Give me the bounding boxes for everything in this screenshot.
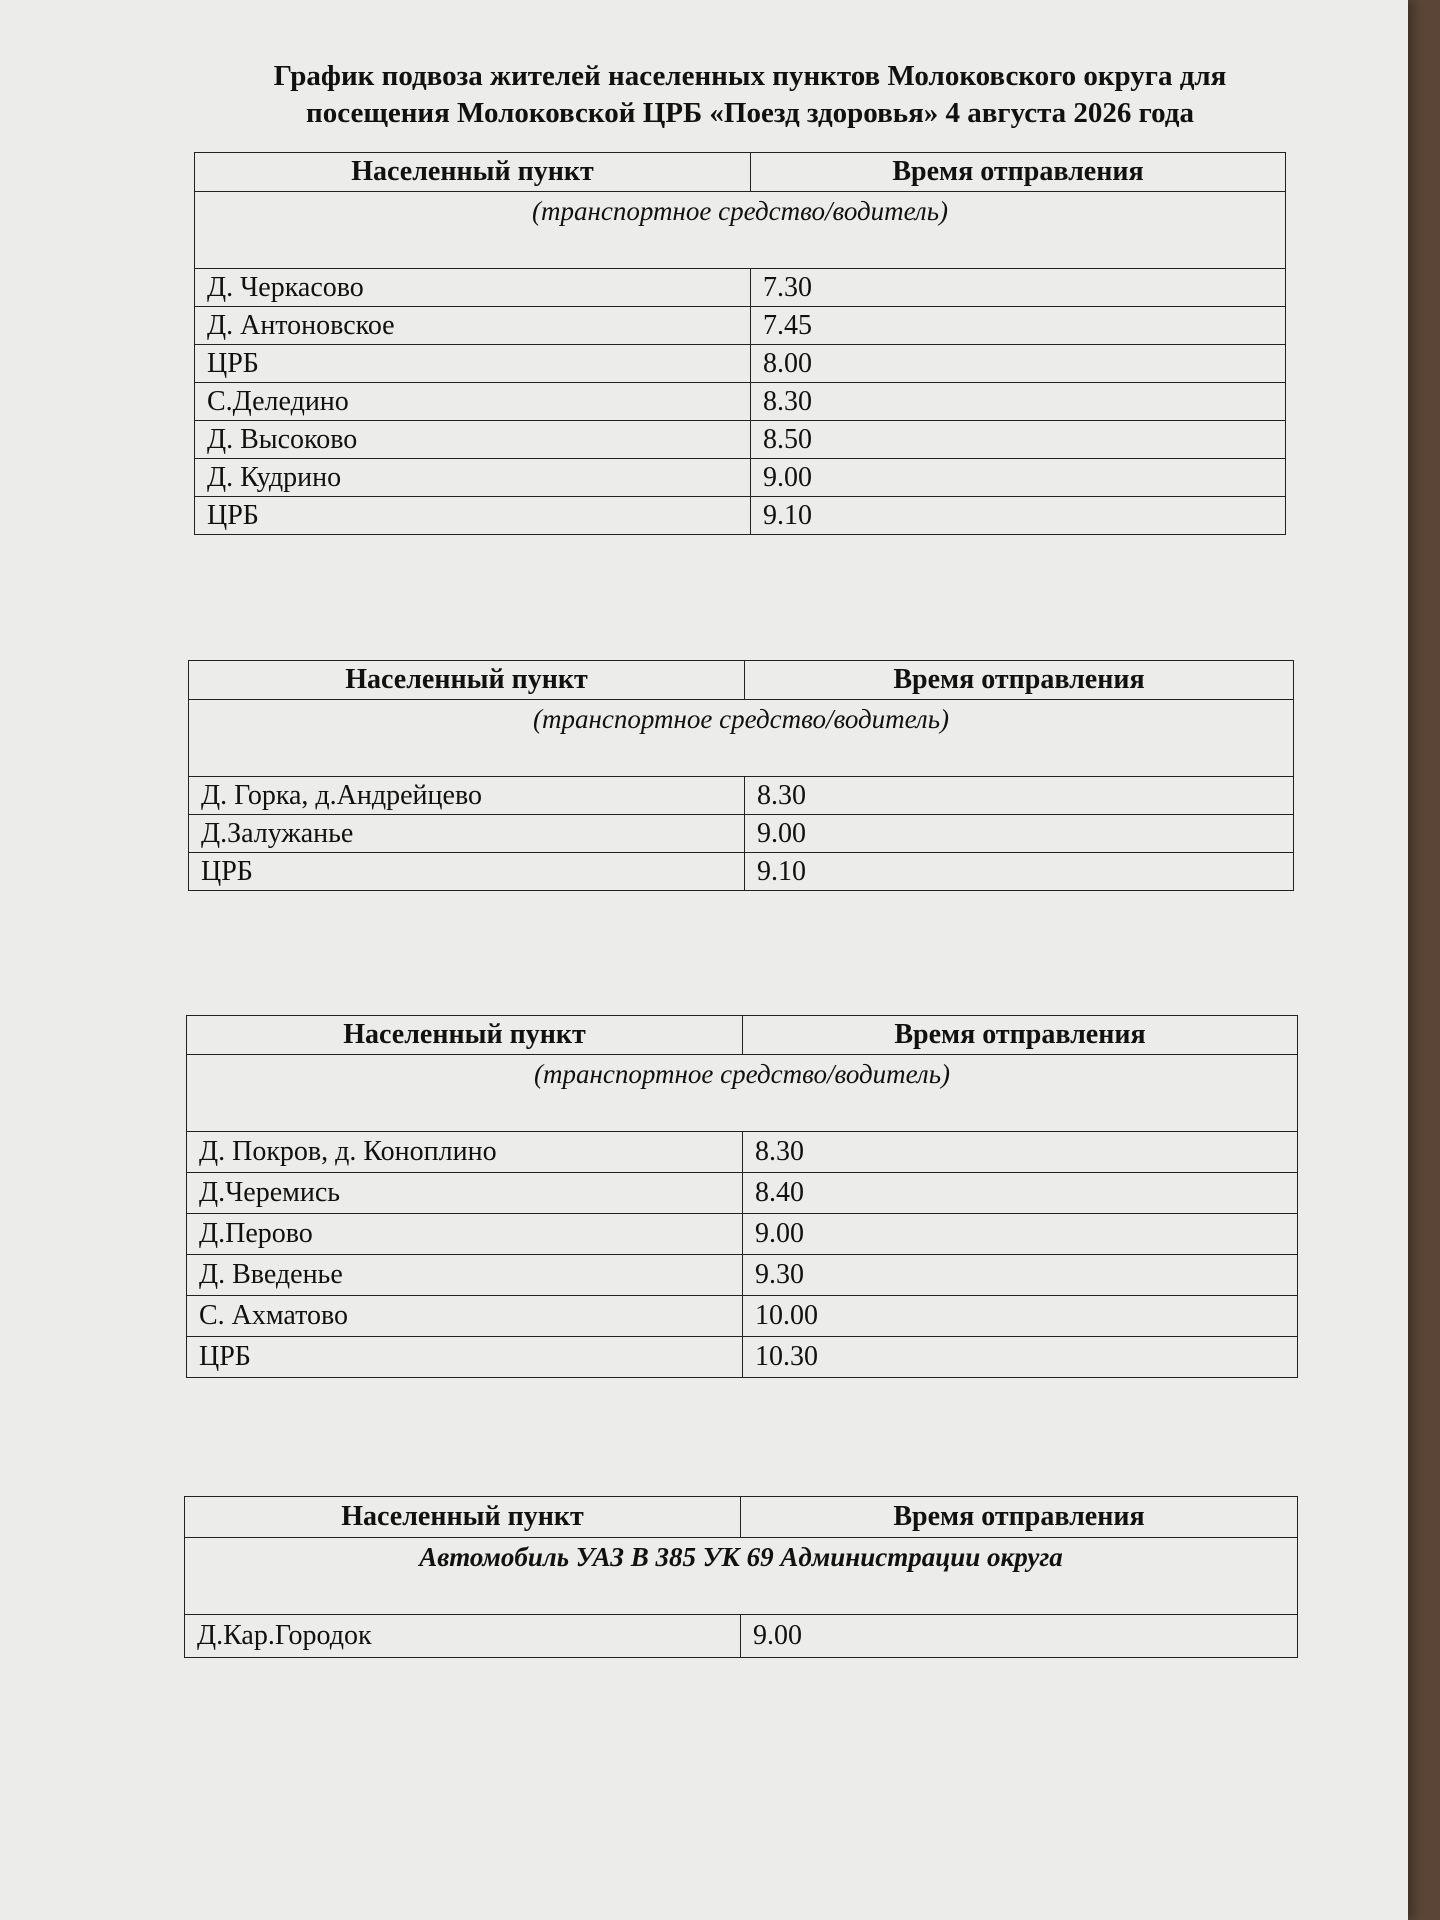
schedule-table-4 bbox=[184, 1496, 1298, 1658]
place-cell: Д. Антоновское bbox=[195, 307, 751, 344]
time-cell: 8.00 bbox=[763, 347, 812, 379]
place-cell: Д.Черемись bbox=[187, 1173, 743, 1213]
table-row bbox=[195, 459, 1285, 497]
place-cell: ЦРБ bbox=[195, 345, 751, 382]
column-header-time: Время отправления bbox=[892, 156, 1144, 187]
time-cell: 10.30 bbox=[755, 1341, 818, 1372]
place-cell: Д. Черкасово bbox=[195, 269, 751, 306]
place-cell: ЦРБ bbox=[189, 853, 745, 890]
time-cell: 9.30 bbox=[755, 1259, 804, 1290]
table-subtitle: Автомобиль УАЗ В 385 УК 69 Администрации округа bbox=[185, 1538, 1297, 1615]
table-row bbox=[195, 307, 1285, 345]
table-header bbox=[185, 1497, 1297, 1538]
table-row bbox=[189, 777, 1293, 815]
table-row bbox=[187, 1173, 1297, 1214]
place-cell: Д.Перово bbox=[187, 1214, 743, 1254]
table-header bbox=[189, 661, 1293, 700]
column-header-place: Населенный пункт bbox=[185, 1497, 741, 1537]
place-cell: С. Ахматово bbox=[187, 1296, 743, 1336]
column-header-place: Населенный пункт bbox=[189, 661, 745, 699]
time-cell: 8.30 bbox=[755, 1136, 804, 1167]
place-cell: Д. Кудрино bbox=[195, 459, 751, 496]
time-cell: 9.10 bbox=[757, 855, 806, 887]
table-subtitle: (транспортное средство/водитель) bbox=[195, 192, 1285, 269]
schedule-table-3 bbox=[186, 1015, 1298, 1378]
place-cell: Д. Горка, д.Андрейцево bbox=[189, 777, 745, 814]
column-header-time: Время отправления bbox=[893, 664, 1145, 695]
time-cell: 10.00 bbox=[755, 1300, 818, 1331]
table-row bbox=[187, 1296, 1297, 1337]
time-cell: 7.45 bbox=[763, 309, 812, 341]
time-cell: 9.10 bbox=[763, 499, 812, 531]
time-cell: 8.30 bbox=[763, 385, 812, 417]
time-cell: 8.30 bbox=[757, 779, 806, 811]
place-cell: Д.Залужанье bbox=[189, 815, 745, 852]
table-row bbox=[195, 421, 1285, 459]
column-header-time: Время отправления bbox=[893, 1501, 1145, 1532]
time-cell: 9.00 bbox=[763, 461, 812, 493]
table-row bbox=[195, 345, 1285, 383]
place-cell: Д. Введенье bbox=[187, 1255, 743, 1295]
place-cell: Д. Покров, д. Коноплино bbox=[187, 1132, 743, 1172]
place-cell: С.Деледино bbox=[195, 383, 751, 420]
table-row bbox=[185, 1615, 1297, 1657]
time-cell: 9.00 bbox=[755, 1218, 804, 1249]
table-row bbox=[189, 853, 1293, 890]
table-header bbox=[195, 153, 1285, 192]
table-row bbox=[187, 1337, 1297, 1377]
column-header-place: Населенный пункт bbox=[187, 1016, 743, 1054]
table-row bbox=[195, 269, 1285, 307]
table-subtitle: (транспортное средство/водитель) bbox=[187, 1055, 1297, 1132]
time-cell: 9.00 bbox=[757, 817, 806, 849]
place-cell: ЦРБ bbox=[195, 497, 751, 534]
table-row bbox=[195, 383, 1285, 421]
table-row bbox=[187, 1132, 1297, 1173]
schedule-table-1 bbox=[194, 152, 1286, 535]
place-cell: Д.Кар.Городок bbox=[185, 1615, 741, 1657]
table-row bbox=[187, 1255, 1297, 1296]
table-row bbox=[187, 1214, 1297, 1255]
table-subtitle: (транспортное средство/водитель) bbox=[189, 700, 1293, 777]
time-cell: 7.30 bbox=[763, 271, 812, 303]
place-cell: Д. Высоково bbox=[195, 421, 751, 458]
column-header-time: Время отправления bbox=[894, 1019, 1146, 1050]
document-title: График подвоза жителей населенных пунктов Молоковского округа для посещения Молоковской ЦРБ «Поезд здоровья» 4 августа 2026 года bbox=[273, 60, 1227, 129]
table-header bbox=[187, 1016, 1297, 1055]
place-cell: ЦРБ bbox=[187, 1337, 743, 1377]
time-cell: 9.00 bbox=[753, 1620, 802, 1651]
column-header-place: Населенный пункт bbox=[195, 153, 751, 191]
table-row bbox=[189, 815, 1293, 853]
time-cell: 8.40 bbox=[755, 1177, 804, 1208]
schedule-table-2 bbox=[188, 660, 1294, 891]
time-cell: 8.50 bbox=[763, 423, 812, 455]
table-row bbox=[195, 497, 1285, 534]
